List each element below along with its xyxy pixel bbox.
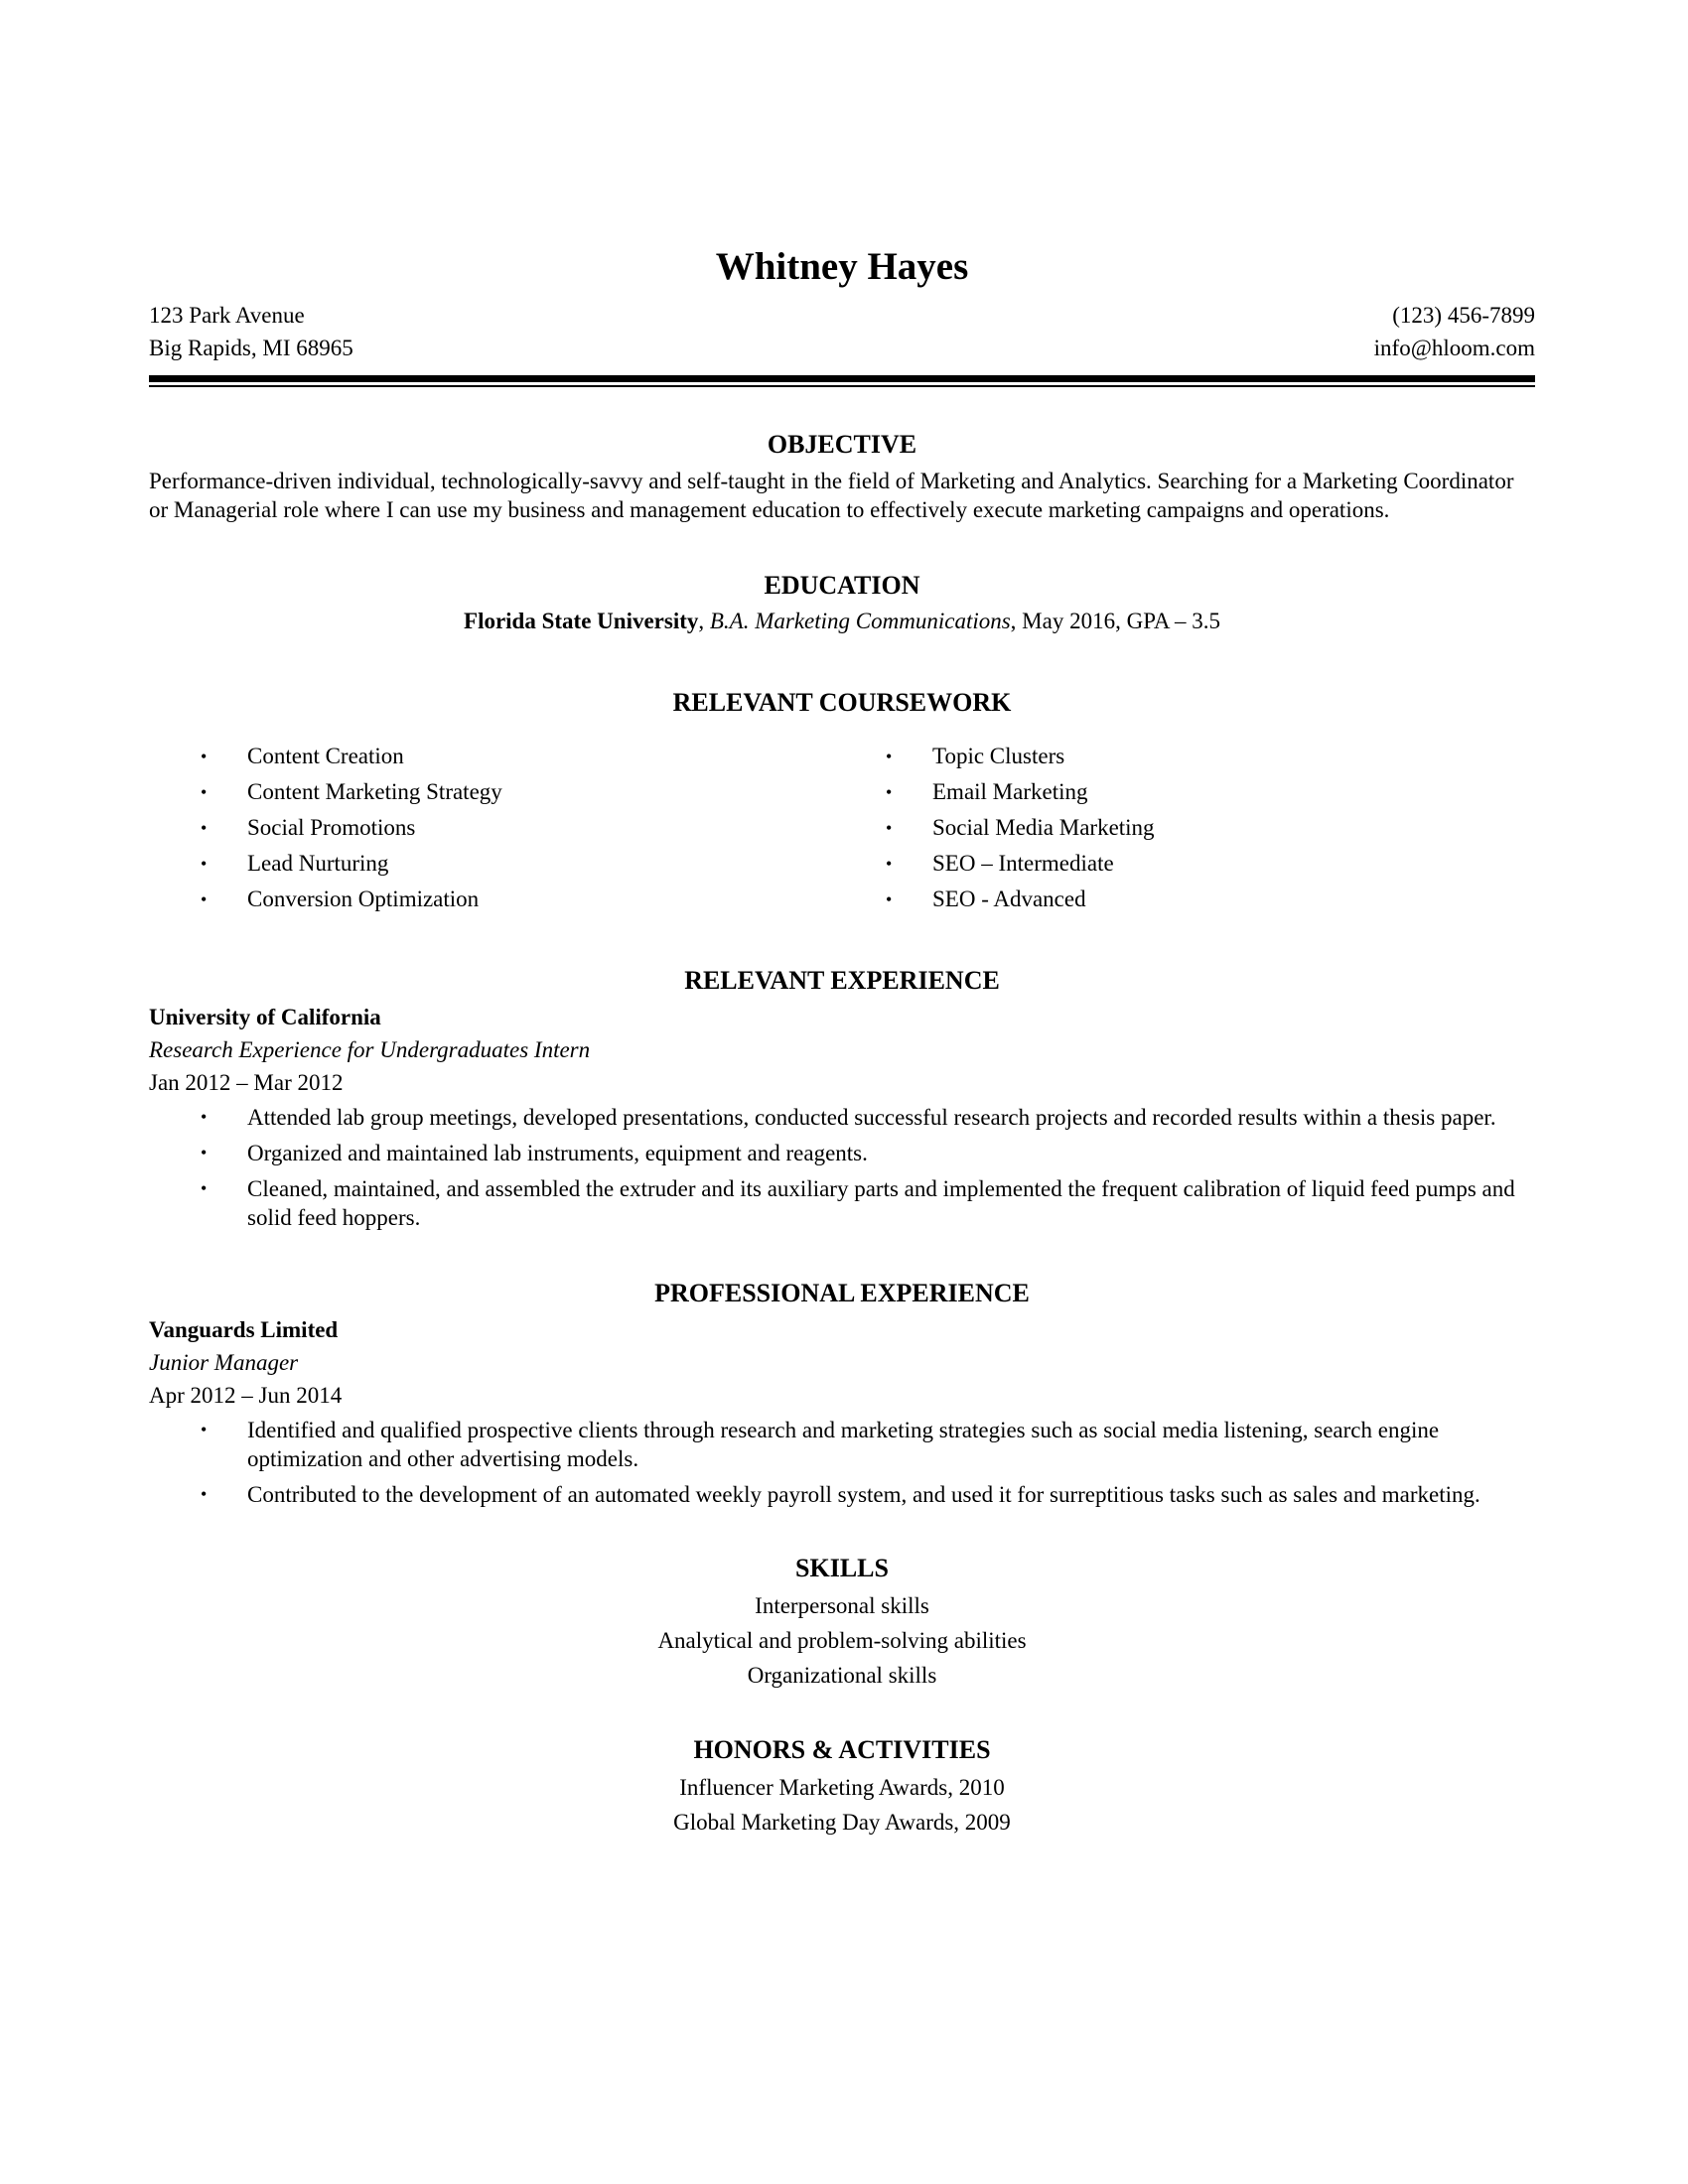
- phone-number: (123) 456-7899: [1392, 303, 1535, 328]
- honors-heading: HONORS & ACTIVITIES: [693, 1735, 991, 1764]
- list-item: [149, 882, 842, 917]
- bullet-text: Identified and qualified prospective clients through research and marketing strategies such as social media listening, search engine optimization and other advertising models.: [247, 1418, 1440, 1471]
- education-separator: ,: [698, 609, 710, 633]
- bullet-icon: •: [201, 1107, 208, 1127]
- bullet-icon: •: [886, 889, 893, 909]
- candidate-name: Whitney Hayes: [715, 245, 969, 288]
- course-name: Conversion Optimization: [247, 887, 480, 911]
- bullet-icon: •: [886, 818, 893, 838]
- coursework-right-column: [842, 739, 1535, 917]
- bullet-text: Attended lab group meetings, developed presentations, conducted successful research projects and recorded results within a thesis paper.: [247, 1105, 1496, 1130]
- education-details: , May 2016, GPA – 3.5: [1010, 609, 1220, 633]
- skills-list: [149, 1588, 1535, 1693]
- bullet-text: Cleaned, maintained, and assembled the extruder and its auxiliary parts and implemented the frequent calibration of liquid feed pumps and solid feed hoppers.: [247, 1176, 1515, 1230]
- coursework-heading: RELEVANT COURSEWORK: [672, 688, 1012, 717]
- bullet-text: Contributed to the development of an automated weekly payroll system, and used it for surreptitious tasks such as sales and marketing.: [247, 1482, 1480, 1507]
- education-entry: [149, 606, 1535, 637]
- coursework-left-column: [149, 739, 842, 917]
- address-block: [149, 299, 353, 364]
- bullet-icon: •: [886, 747, 893, 766]
- relevant-experience-bullets: [149, 1103, 1535, 1232]
- course-name: Topic Clusters: [932, 744, 1065, 768]
- objective-heading: OBJECTIVE: [767, 430, 917, 459]
- course-name: SEO – Intermediate: [932, 851, 1114, 876]
- list-item: [149, 810, 842, 846]
- list-item: Global Marketing Day Awards, 2009: [673, 1810, 1011, 1835]
- list-item: [842, 810, 1535, 846]
- list-item: [842, 846, 1535, 882]
- professional-experience-role: Junior Manager: [149, 1350, 299, 1375]
- course-name: Lead Nurturing: [247, 851, 389, 876]
- list-item: Organizational skills: [747, 1663, 937, 1688]
- bullet-icon: •: [201, 1484, 208, 1504]
- bullet-icon: •: [201, 747, 208, 766]
- list-item: [149, 1139, 1535, 1167]
- course-name: Email Marketing: [932, 779, 1088, 804]
- address-line-1: 123 Park Avenue: [149, 303, 305, 328]
- bullet-icon: •: [201, 1143, 208, 1162]
- list-item: [149, 1480, 1535, 1509]
- bullet-icon: •: [201, 1420, 208, 1439]
- course-name: Social Promotions: [247, 815, 416, 840]
- coursework-lists: [149, 739, 1535, 917]
- list-item: [149, 774, 842, 810]
- email-address: info@hloom.com: [1373, 336, 1535, 360]
- honors-list: [149, 1770, 1535, 1840]
- header-divider-thin: [149, 385, 1535, 387]
- bullet-icon: •: [201, 889, 208, 909]
- bullet-icon: •: [886, 782, 893, 802]
- professional-experience-dates: Apr 2012 – Jun 2014: [149, 1383, 343, 1408]
- list-item: [842, 774, 1535, 810]
- relevant-experience-dates: Jan 2012 – Mar 2012: [149, 1070, 344, 1095]
- list-item: Influencer Marketing Awards, 2010: [679, 1775, 1005, 1800]
- bullet-text: Organized and maintained lab instruments, equipment and reagents.: [247, 1141, 868, 1165]
- list-item: Interpersonal skills: [755, 1593, 929, 1618]
- list-item: Analytical and problem-solving abilities: [657, 1628, 1027, 1653]
- list-item: [842, 739, 1535, 774]
- list-item: [149, 739, 842, 774]
- bullet-icon: •: [201, 782, 208, 802]
- course-name: Content Marketing Strategy: [247, 779, 502, 804]
- bullet-icon: •: [886, 854, 893, 874]
- list-item: [149, 846, 842, 882]
- professional-experience-heading: PROFESSIONAL EXPERIENCE: [654, 1279, 1030, 1307]
- list-item: [842, 882, 1535, 917]
- professional-experience-bullets: [149, 1416, 1535, 1509]
- relevant-experience-role: Research Experience for Undergraduates Intern: [149, 1037, 591, 1062]
- list-item: [149, 1174, 1535, 1232]
- bullet-icon: •: [201, 1178, 208, 1198]
- phone-email-block: [1374, 299, 1535, 364]
- list-item: [149, 1103, 1535, 1132]
- objective-text: Performance-driven individual, technologically-savvy and self-taught in the field of Marketing and Analytics. Searching for a Marketing Coordinator or Managerial role where I can use my business and management education to effectively execute marketing campaigns and operations.: [149, 469, 1514, 522]
- course-name: Content Creation: [247, 744, 404, 768]
- skills-heading: SKILLS: [795, 1554, 889, 1582]
- relevant-experience-org: University of California: [149, 1005, 381, 1029]
- list-item: [149, 1416, 1535, 1473]
- resume-page: [149, 243, 1535, 1840]
- degree-name: B.A. Marketing Communications: [709, 609, 1011, 633]
- header-divider-thick: [149, 375, 1535, 382]
- bullet-icon: •: [201, 854, 208, 874]
- course-name: SEO - Advanced: [932, 887, 1086, 911]
- course-name: Social Media Marketing: [932, 815, 1155, 840]
- school-name: Florida State University: [464, 609, 699, 633]
- address-line-2: Big Rapids, MI 68965: [149, 336, 353, 360]
- education-heading: EDUCATION: [764, 571, 920, 600]
- professional-experience-org: Vanguards Limited: [149, 1317, 339, 1342]
- bullet-icon: •: [201, 818, 208, 838]
- relevant-experience-heading: RELEVANT EXPERIENCE: [684, 966, 1000, 995]
- contact-block: [149, 299, 1535, 364]
